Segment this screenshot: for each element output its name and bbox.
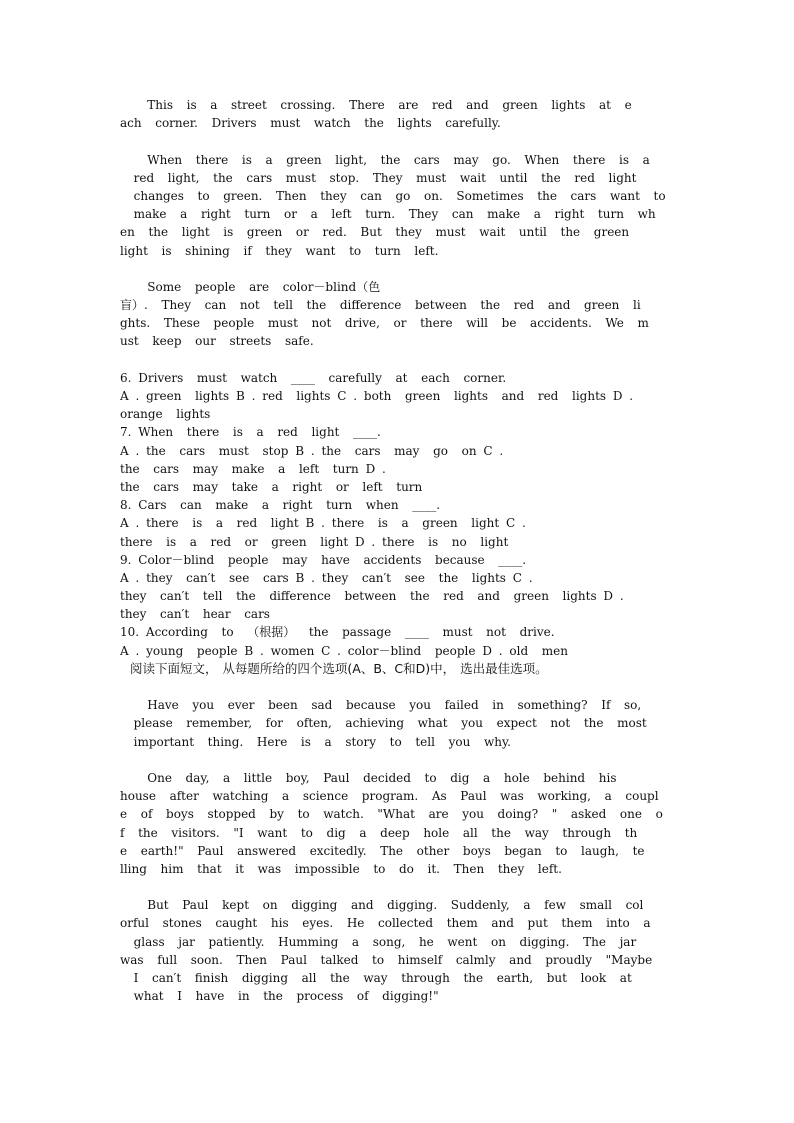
passage1-paragraph1: [120, 96, 676, 132]
question-7-options: the cars may make a left turn D .: [120, 461, 386, 476]
text-line: what I have in the process of digging!": [120, 989, 439, 1004]
question-9-options: they can′t tell the difference between the red and green lights D .: [120, 589, 624, 604]
section-instruction: 阅读下面短文， 从每题所给的四个选项(A、B、C和D)中， 选出最佳选项。: [120, 660, 548, 676]
passage2-paragraph2: [120, 769, 676, 878]
question-8: 8. Cars can make a right turn when ____.: [120, 498, 441, 513]
text-line: I can′t finish digging all the way through the earth, but look at: [120, 971, 632, 985]
question-9-options: A . they can′t see cars B . they can′t see the lights C .: [120, 570, 533, 585]
text-line: red light, the cars must stop. They must wait until the red light: [120, 170, 637, 185]
text-line: please remember, for often, achieving what you expect not the most: [120, 716, 647, 731]
text-line: house after watching a science program. As Paul was working, a coupl: [120, 789, 659, 804]
questions-block: [120, 369, 676, 660]
question-9: 9. Color－blind people may have accidents because ____.: [120, 552, 527, 567]
text-line: glass jar patiently. Humming a song, he went on digging. The jar: [120, 934, 637, 949]
question-6-options: A . green lights B . red lights C . both green lights and red lights D .: [120, 389, 634, 403]
text-line: lling him that it was impossible to do it. Then they left.: [120, 861, 562, 876]
passage1-paragraph3: [120, 278, 676, 351]
text-line: e earth!" Paul answered excitedly. The other boys began to laugh, te: [120, 843, 645, 858]
text-line: light is shining if they want to turn left.: [120, 243, 439, 258]
text-line: This is a street crossing. There are red and green lights at e: [120, 98, 632, 112]
text-line: changes to green. Then they can go on. Sometimes the cars want to: [120, 188, 666, 203]
document-page: [120, 96, 676, 1005]
text-line: en the light is green or red. But they must wait until the green: [120, 225, 630, 240]
text-line: ach corner. Drivers must watch the lights carefully.: [120, 116, 501, 131]
question-8-options: there is a red or green light D . there is no light: [120, 534, 509, 549]
question-9-options: they can′t hear cars: [120, 607, 270, 622]
text-line: f the visitors. "I want to dig a deep hole all the way through th: [120, 825, 638, 840]
text-line: was full soon. Then Paul talked to himself calmly and proudly "Maybe: [120, 952, 653, 967]
question-7: 7. When there is a red light ____.: [120, 425, 381, 440]
question-7-options: A . the cars must stop B . the cars may go on C .: [120, 443, 504, 458]
text-line: But Paul kept on digging and digging. Suddenly, a few small col: [120, 898, 644, 913]
text-line: Some people are color－blind（色: [120, 279, 381, 294]
question-6: 6. Drivers must watch ____ carefully at each corner.: [120, 370, 507, 385]
question-6-options: orange lights: [120, 407, 211, 422]
text-line: When there is a green light, the cars may go. When there is a: [120, 152, 650, 167]
passage2-paragraph3: [120, 896, 676, 1005]
question-10-options: A . young people B . women C . color－blind people D . old men: [120, 643, 568, 658]
text-line: orful stones caught his eyes. He collected them and put them into a: [120, 916, 651, 931]
text-line: e of boys stopped by to watch. "What are you doing? " asked one o: [120, 807, 663, 822]
passage1-paragraph2: [120, 151, 676, 260]
text-line: ghts. These people must not drive, or there will be accidents. We m: [120, 316, 649, 331]
text-line: ust keep our streets safe.: [120, 334, 314, 349]
text-line: 盲）. They can not tell the difference between the red and green li: [120, 298, 641, 313]
text-line: Have you ever been sad because you failed in something? If so,: [120, 698, 642, 713]
text-line: One day, a little boy, Paul decided to dig a hole behind his: [120, 770, 617, 785]
text-line: make a right turn or a left turn. They can make a right turn wh: [120, 207, 656, 222]
passage2-paragraph1: [120, 696, 676, 751]
question-8-options: A . there is a red light B . there is a green light C .: [120, 516, 526, 531]
question-7-options: the cars may take a right or left turn: [120, 479, 423, 494]
question-10: 10. According to （根据） the passage ____ must not drive.: [120, 625, 555, 640]
text-line: important thing. Here is a story to tell you why.: [120, 734, 511, 749]
